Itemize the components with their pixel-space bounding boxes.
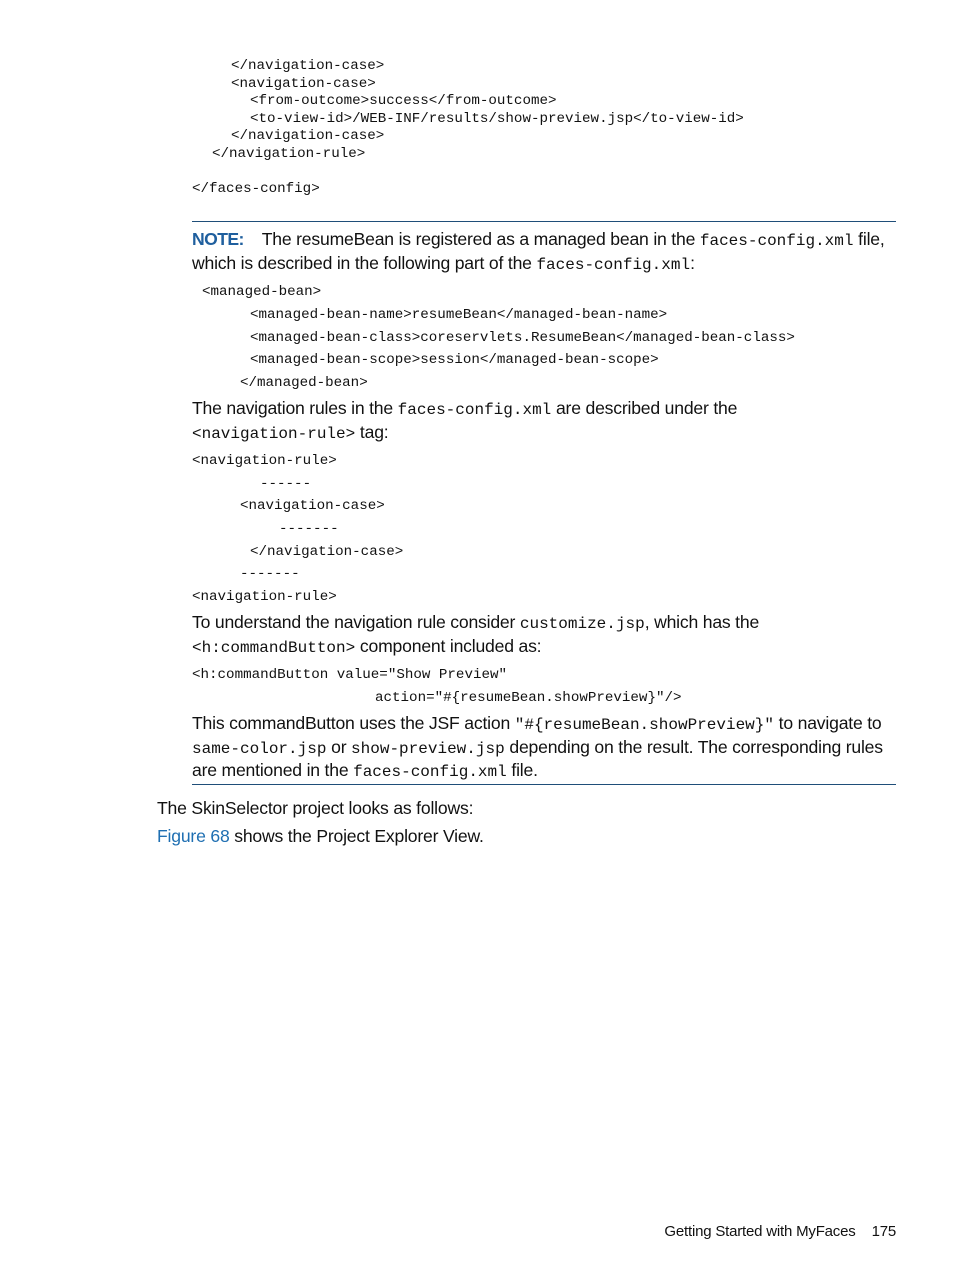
code-line: </navigation-case> bbox=[231, 128, 385, 144]
code-line: <navigation-case> bbox=[240, 498, 385, 514]
page-footer bbox=[664, 1222, 896, 1242]
code-line: <to-view-id>/WEB-INF/results/show-preview.jsp</to-view-id> bbox=[250, 111, 744, 127]
code-line: <managed-bean> bbox=[202, 284, 322, 300]
body-paragraph: Figure 68 shows the Project Explorer View. bbox=[157, 826, 484, 846]
code-line: </managed-bean> bbox=[240, 375, 368, 391]
code-line: action="#{resumeBean.showPreview}"/> bbox=[375, 690, 682, 706]
body-paragraph: The SkinSelector project looks as follows: bbox=[157, 798, 474, 818]
note-paragraph-2: The navigation rules in the faces-config.xml are described under the <navigation-rule> tag: bbox=[192, 398, 738, 443]
code-line: <navigation-rule> bbox=[192, 453, 337, 469]
code-line: <managed-bean-scope>session</managed-bean-scope> bbox=[250, 352, 659, 368]
code-line: <managed-bean-class>coreservlets.ResumeBean</managed-bean-class> bbox=[250, 330, 795, 346]
code-line: ------- bbox=[279, 521, 339, 537]
note-bottom-rule bbox=[192, 784, 896, 785]
note-top-rule bbox=[192, 221, 896, 222]
code-line: </navigation-case> bbox=[231, 58, 385, 74]
note-paragraph-1: NOTE: The resumeBean is registered as a managed bean in the faces-config.xml file, which is described in the following part of the faces-config.xml: bbox=[192, 229, 885, 274]
code-line: </navigation-case> bbox=[250, 544, 404, 560]
code-line: ------ bbox=[260, 476, 312, 492]
footer-title: Getting Started with MyFaces bbox=[664, 1223, 856, 1240]
note-paragraph-4: This commandButton uses the JSF action "#{resumeBean.showPreview}" to navigate to same-color.jsp or show-preview.jsp depending on the result. The corresponding rules are mentioned in the faces-config.xml file. bbox=[192, 713, 883, 782]
code-line: </navigation-rule> bbox=[212, 146, 366, 162]
code-line: ------- bbox=[240, 566, 300, 582]
note-label: NOTE: bbox=[192, 229, 244, 249]
page-number: 175 bbox=[871, 1223, 896, 1240]
note-paragraph-3: To understand the navigation rule consider customize.jsp, which has the <h:commandButton> component included as: bbox=[192, 612, 760, 657]
code-line: <navigation-case> bbox=[231, 76, 376, 92]
code-line: <managed-bean-name>resumeBean</managed-bean-name> bbox=[250, 307, 668, 323]
figure-68-link[interactable]: Figure 68 bbox=[157, 826, 230, 846]
code-line: <from-outcome>success</from-outcome> bbox=[250, 93, 557, 109]
code-line: </faces-config> bbox=[192, 181, 320, 197]
code-line: <h:commandButton value="Show Preview" bbox=[192, 667, 508, 683]
code-line: <navigation-rule> bbox=[192, 589, 337, 605]
